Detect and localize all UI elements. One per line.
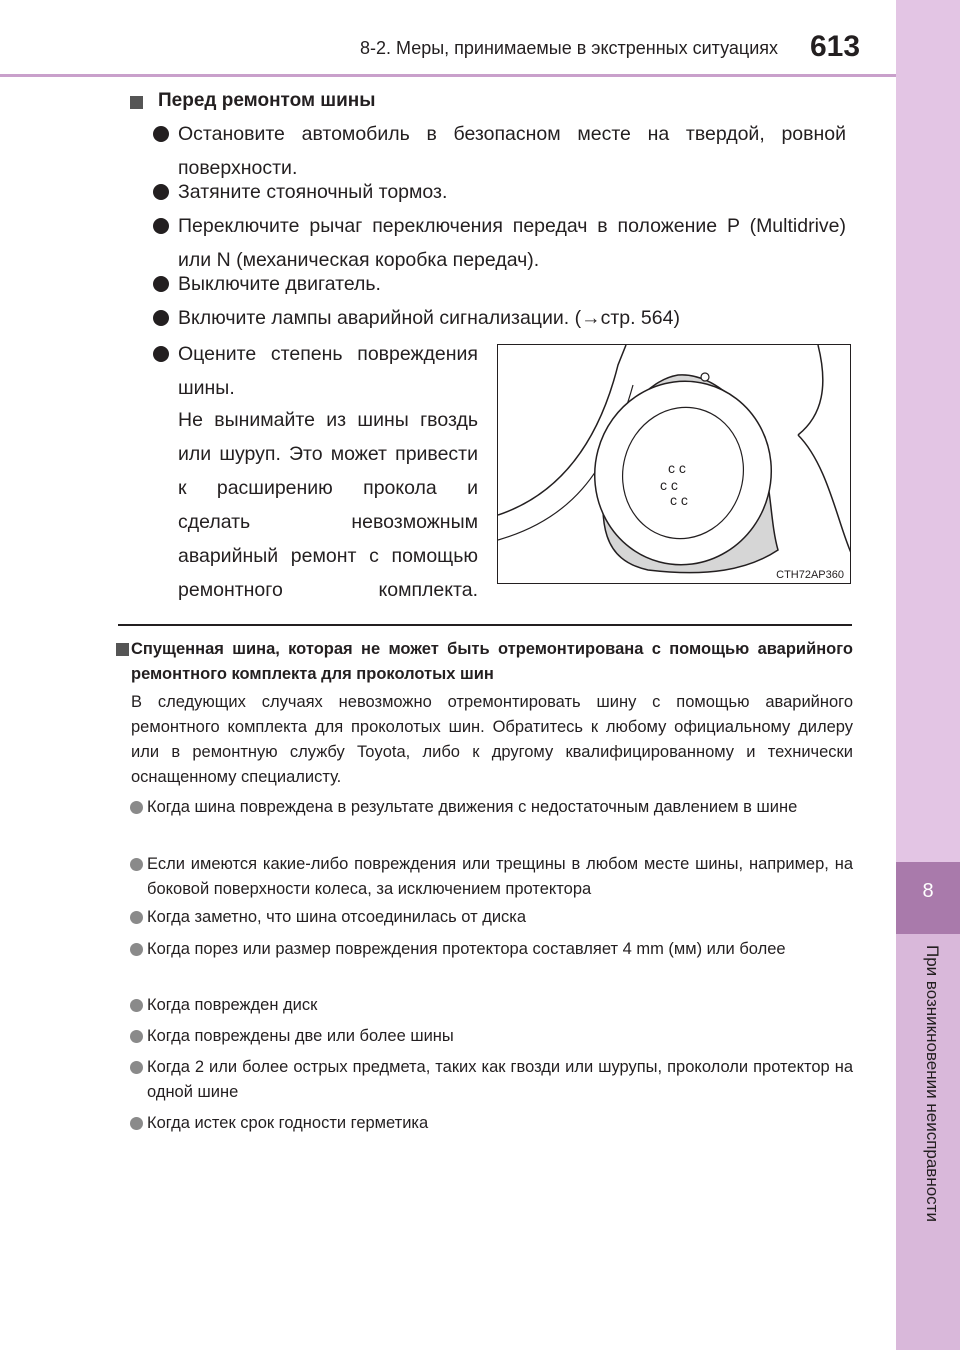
section-heading-before-repair: Перед ремонтом шины [158, 90, 376, 111]
figure-label: CTH72AP360 [776, 569, 844, 581]
bullet-icon [153, 276, 169, 297]
chapter-number: 8 [922, 880, 934, 902]
bullet-icon [130, 801, 143, 819]
svg-text:c c: c c [668, 460, 686, 476]
header-rule [0, 74, 896, 77]
list-item: Когда порез или размер повреждения протектора составляет 4 mm (мм) или более [147, 940, 786, 958]
section-divider [118, 624, 852, 626]
assess-note: Не вынимайте из шины гвоздь или шуруп. Это может привести к расширению прокола и сделать невозможным аварийный ремонт с помощью ремонтного комплекта. [178, 409, 478, 601]
chapter-title: При возникновении неисправности [923, 945, 942, 1222]
bullet-icon [153, 346, 169, 367]
section-title: 8-2. Меры, принимаемые в экстренных ситуациях [360, 38, 779, 58]
list-item: Когда повреждены две или более шины [147, 1027, 454, 1045]
square-bullet-icon [116, 643, 129, 661]
list-item: Включите лампы аварийной сигнализации. (→стр. 564) [178, 307, 680, 329]
assess-item: Оцените степень повреждения шины. [178, 343, 478, 399]
list-item: Когда истек срок годности герметика [147, 1114, 429, 1132]
bullet-icon [153, 184, 169, 205]
list-item: Когда шина повреждена в результате движения с недостаточным давлением в шине [147, 798, 798, 816]
tire-drawing [498, 345, 851, 584]
list-item: Выключите двигатель. [178, 273, 381, 295]
list-item: Затяните стояночный тормоз. [178, 181, 448, 203]
svg-text:c c: c c [660, 477, 678, 493]
section-heading-cannot-repair: Спущенная шина, которая не может быть отремонтирована с помощью аварийного ремонтного комплекта для проколотых шин [131, 640, 853, 683]
bullet-icon [130, 858, 143, 876]
bullet-icon [130, 1030, 143, 1048]
list-item: Когда поврежден диск [147, 996, 318, 1014]
list-item: Если имеются какие-либо повреждения или трещины в любом месте шины, например, на боковой поверхности колеса, за исключением протектора [147, 855, 853, 898]
bullet-icon [153, 218, 169, 239]
list-item: Остановите автомобиль в безопасном месте на твердой, ровной поверхности. [178, 123, 846, 179]
page-number: 613 [810, 30, 861, 63]
bullet-icon [153, 310, 169, 331]
list-item: Переключите рычаг переключения передач в положение P (Multidrive) или N (механическая коробка передач). [178, 215, 846, 271]
bullet-icon [130, 911, 143, 929]
intro-paragraph: В следующих случаях невозможно отремонтировать шину с помощью аварийного ремонтного комплекта для проколотых шин. Обратитесь к любому официальному дилеру или в ремонтную службу Toyota, либо к другому квалифицированному и технически оснащенному специалисту. [131, 693, 853, 786]
list-item: Когда 2 или более острых предмета, таких как гвозди или шурупы, прокололи протектор на одной шине [147, 1058, 853, 1101]
sidebar-top-band [896, 0, 960, 862]
list-item: Когда заметно, что шина отсоединилась от диска [147, 908, 527, 926]
bullet-icon [130, 1117, 143, 1135]
bullet-icon [130, 1061, 143, 1079]
damaged-tire-illustration [497, 344, 851, 584]
bullet-icon [130, 999, 143, 1017]
svg-text:c c: c c [670, 492, 688, 508]
square-bullet-icon [130, 96, 143, 114]
bullet-icon [130, 943, 143, 961]
bullet-icon [153, 126, 169, 147]
